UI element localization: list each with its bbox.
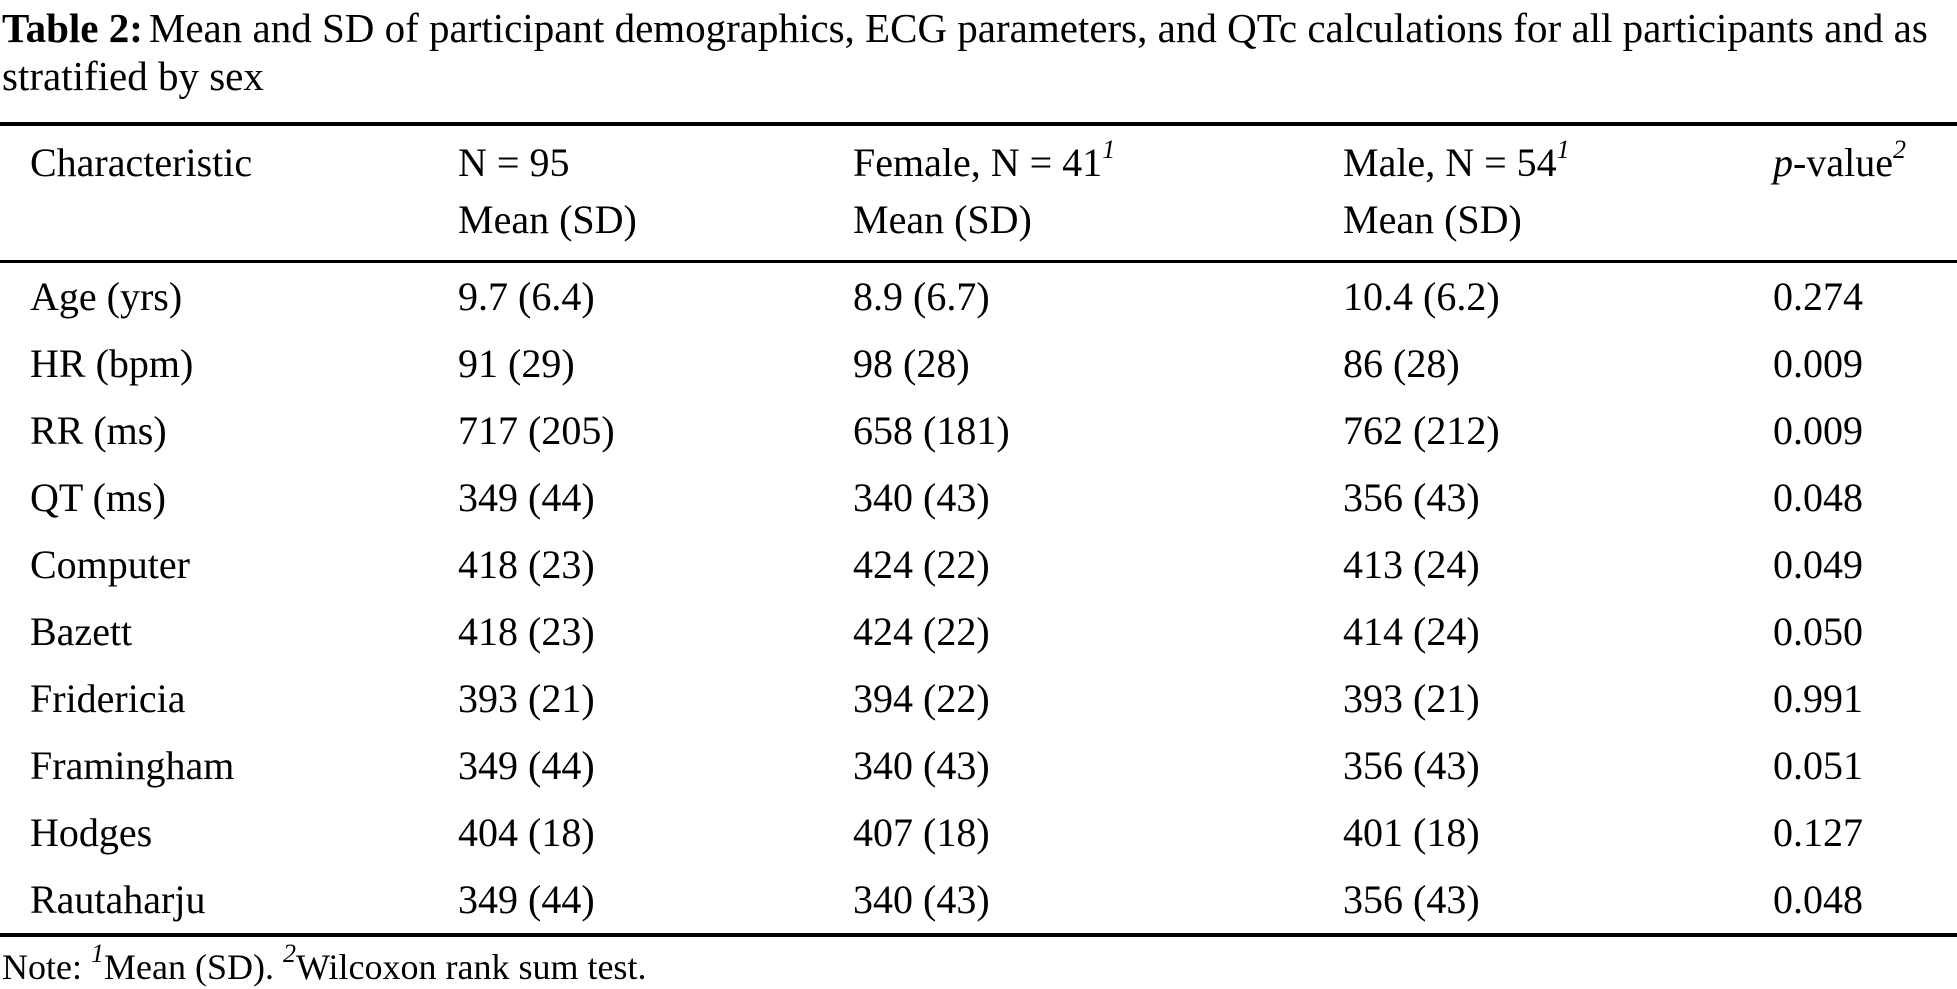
- table-header: [0, 124, 1957, 262]
- table-body: [0, 262, 1957, 936]
- table-row: [0, 665, 1957, 732]
- column-header-male: [1343, 124, 1773, 262]
- cell-characteristic: Framingham: [30, 743, 235, 788]
- cell-characteristic: Rautaharju: [30, 877, 206, 922]
- cell-female-mean-sd: 340 (43): [853, 475, 990, 520]
- cell-female-mean-sd: 394 (22): [853, 676, 990, 721]
- table-row: [0, 531, 1957, 598]
- cell-p-value: 0.009: [1773, 408, 1863, 453]
- cell-characteristic: QT (ms): [30, 475, 166, 520]
- cell-male-mean-sd: 413 (24): [1343, 542, 1480, 587]
- table-row: [0, 866, 1957, 935]
- cell-characteristic: RR (ms): [30, 408, 167, 453]
- cell-p-value: 0.274: [1773, 274, 1863, 319]
- cell-all-mean-sd: 404 (18): [458, 810, 595, 855]
- cell-male-mean-sd: 393 (21): [1343, 676, 1480, 721]
- cell-female-mean-sd: 407 (18): [853, 810, 990, 855]
- column-header-characteristic: [0, 124, 458, 262]
- cell-characteristic: Fridericia: [30, 676, 186, 721]
- cell-male-mean-sd: 356 (43): [1343, 877, 1480, 922]
- cell-characteristic: HR (bpm): [30, 341, 194, 386]
- footnote-text-1: Mean (SD).: [103, 947, 283, 987]
- column-header-male-meansd: Mean (SD): [1343, 197, 1522, 242]
- table-row: [0, 262, 1957, 331]
- footnote-prefix: Note:: [2, 947, 91, 987]
- column-header-all-n: N = 95: [458, 140, 570, 185]
- cell-female-mean-sd: 340 (43): [853, 743, 990, 788]
- cell-p-value: 0.050: [1773, 609, 1863, 654]
- cell-p-value: 0.049: [1773, 542, 1863, 587]
- table-footnote: [0, 939, 1957, 989]
- cell-all-mean-sd: 349 (44): [458, 475, 595, 520]
- footnote-marker-2: 2: [282, 939, 296, 968]
- cell-male-mean-sd: 414 (24): [1343, 609, 1480, 654]
- statistics-table: [0, 122, 1957, 937]
- header-row: [0, 124, 1957, 262]
- cell-p-value: 0.048: [1773, 877, 1863, 922]
- footnote-marker-1: 1: [1102, 134, 1116, 164]
- cell-male-mean-sd: 10.4 (6.2): [1343, 274, 1500, 319]
- cell-all-mean-sd: 91 (29): [458, 341, 575, 386]
- cell-characteristic: Hodges: [30, 810, 153, 855]
- cell-female-mean-sd: 340 (43): [853, 877, 990, 922]
- table-row: [0, 330, 1957, 397]
- cell-p-value: 0.051: [1773, 743, 1863, 788]
- column-header-female: [853, 124, 1343, 262]
- cell-female-mean-sd: 98 (28): [853, 341, 970, 386]
- table-row: [0, 799, 1957, 866]
- cell-all-mean-sd: 393 (21): [458, 676, 595, 721]
- cell-all-mean-sd: 9.7 (6.4): [458, 274, 595, 319]
- footnote-text-2: Wilcoxon rank sum test.: [295, 947, 647, 987]
- cell-female-mean-sd: 424 (22): [853, 609, 990, 654]
- cell-female-mean-sd: 8.9 (6.7): [853, 274, 990, 319]
- table-row: [0, 598, 1957, 665]
- cell-all-mean-sd: 349 (44): [458, 743, 595, 788]
- table-caption-text: Mean and SD of participant demographics, ECG parameters, and QTc calculations for all participants and as stratified by sex: [2, 5, 1928, 99]
- cell-p-value: 0.009: [1773, 341, 1863, 386]
- cell-male-mean-sd: 86 (28): [1343, 341, 1460, 386]
- column-header-characteristic-label: Characteristic: [30, 140, 253, 185]
- table-caption: [0, 0, 1957, 100]
- cell-female-mean-sd: 424 (22): [853, 542, 990, 587]
- footnote-marker-1: 1: [1556, 134, 1570, 164]
- cell-male-mean-sd: 762 (212): [1343, 408, 1500, 453]
- cell-all-mean-sd: 717 (205): [458, 408, 615, 453]
- column-header-female-n: Female, N = 41$^1$: [853, 134, 1116, 185]
- table-row: [0, 464, 1957, 531]
- footnote-marker-1: 1: [90, 939, 104, 968]
- table-row: [0, 732, 1957, 799]
- footnote-marker-2: 2: [1892, 134, 1906, 164]
- cell-p-value: 0.127: [1773, 810, 1863, 855]
- cell-p-value: 0.048: [1773, 475, 1863, 520]
- column-header-female-meansd: Mean (SD): [853, 197, 1032, 242]
- table-caption-label: Table 2:: [2, 5, 143, 51]
- cell-male-mean-sd: 356 (43): [1343, 743, 1480, 788]
- cell-all-mean-sd: 349 (44): [458, 877, 595, 922]
- cell-all-mean-sd: 418 (23): [458, 609, 595, 654]
- cell-all-mean-sd: 418 (23): [458, 542, 595, 587]
- column-header-male-n: Male, N = 54$^1$: [1343, 134, 1570, 185]
- cell-p-value: 0.991: [1773, 676, 1863, 721]
- column-header-pvalue-label: p-value$^2$: [1773, 134, 1906, 185]
- cell-female-mean-sd: 658 (181): [853, 408, 1010, 453]
- cell-characteristic: Computer: [30, 542, 190, 587]
- cell-characteristic: Age (yrs): [30, 274, 183, 319]
- table-row: [0, 397, 1957, 464]
- column-header-pvalue: [1773, 124, 1957, 262]
- cell-male-mean-sd: 401 (18): [1343, 810, 1480, 855]
- cell-characteristic: Bazett: [30, 609, 133, 654]
- column-header-all: [458, 124, 853, 262]
- cell-male-mean-sd: 356 (43): [1343, 475, 1480, 520]
- column-header-all-meansd: Mean (SD): [458, 197, 637, 242]
